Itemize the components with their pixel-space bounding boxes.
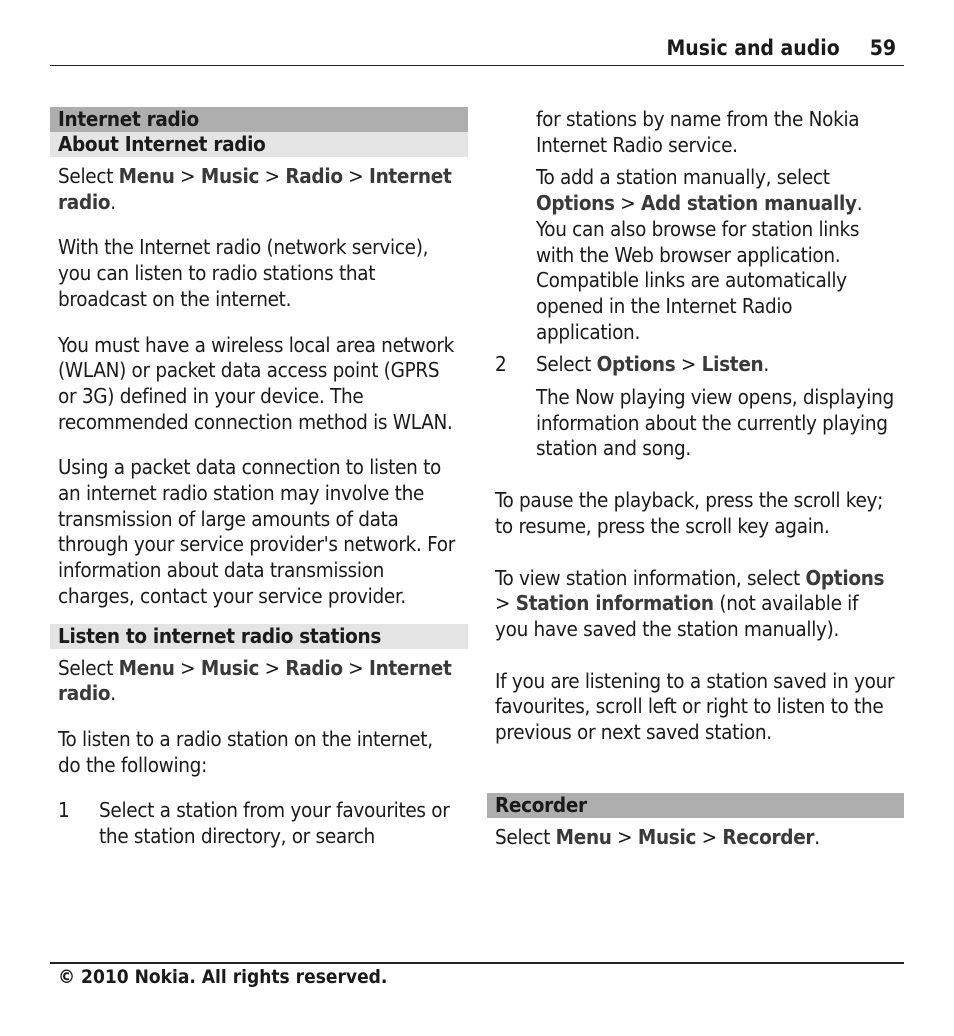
- subheading-about-internet-radio: About Internet radio: [50, 132, 468, 157]
- footer-rule: [50, 962, 904, 964]
- station-info-paragraph: To view station information, select Options > Station information (not available if you have saved the station manually).: [495, 565, 885, 641]
- step-1-continuation: for stations by name from the Nokia Internet Radio service.: [536, 107, 860, 157]
- recorder-menu-path: Select Menu > Music > Recorder.: [495, 824, 820, 849]
- section-heading-internet-radio: Internet radio: [50, 107, 468, 132]
- music-term: Music: [200, 164, 260, 188]
- section-heading-recorder: Recorder: [487, 793, 904, 818]
- left-column: [50, 107, 468, 850]
- step-1: 1 Select a station from your favourites or the station directory, or search: [58, 798, 450, 849]
- running-header: [666, 36, 896, 60]
- copyright-footer: © 2010 Nokia. All rights reserved.: [58, 966, 388, 988]
- requirement-paragraph: You must have a wireless local area network (WLAN) or packet data access point (GPRS or 3G) defined in your device. The recommended connection method is WLAN.: [58, 332, 454, 434]
- add-station-paragraph: To add a station manually, select Options > Add station manually. You can also browse for station links with the Web browser application. Compatible links are automatically opened in the Internet Radio application.: [536, 165, 863, 344]
- header-rule: [50, 65, 904, 66]
- pause-paragraph: To pause the playback, press the scroll key; to resume, press the scroll key again.: [495, 488, 884, 538]
- subheading-listen: Listen to internet radio stations: [50, 624, 468, 649]
- internet-radio-term: Internet radio: [58, 164, 452, 214]
- page-number: 59: [869, 36, 896, 60]
- favourites-paragraph: If you are listening to a station saved in your favourites, scroll left or right to listen to the previous or next saved station.: [495, 668, 895, 745]
- step-number: 1: [58, 798, 70, 823]
- step-number: 2: [495, 352, 507, 377]
- right-column: [487, 107, 904, 850]
- step-2: 2 Select Options > Listen.: [495, 352, 769, 377]
- now-playing-paragraph: The Now playing view opens, displaying information about the currently playing station and song.: [536, 385, 894, 461]
- radio-term: Radio: [285, 164, 343, 188]
- menu-term: Menu: [118, 164, 175, 188]
- menu-path-paragraph-2: Select Menu > Music > Radio > Internet radio.: [58, 655, 452, 706]
- intro-paragraph: With the Internet radio (network service), you can listen to radio stations that broadcast on the internet.: [58, 235, 429, 311]
- chapter-title: Music and audio: [666, 36, 840, 60]
- menu-path-paragraph: Select Menu > Music > Radio > Internet radio.: [58, 164, 452, 214]
- listen-instructions: To listen to a radio station on the internet, do the following:: [58, 726, 433, 777]
- data-charges-paragraph: Using a packet data connection to listen to an internet radio station may involve the transmission of large amounts of data through your service provider's network. For information about data transmission charges, contact your service provider.: [58, 455, 455, 608]
